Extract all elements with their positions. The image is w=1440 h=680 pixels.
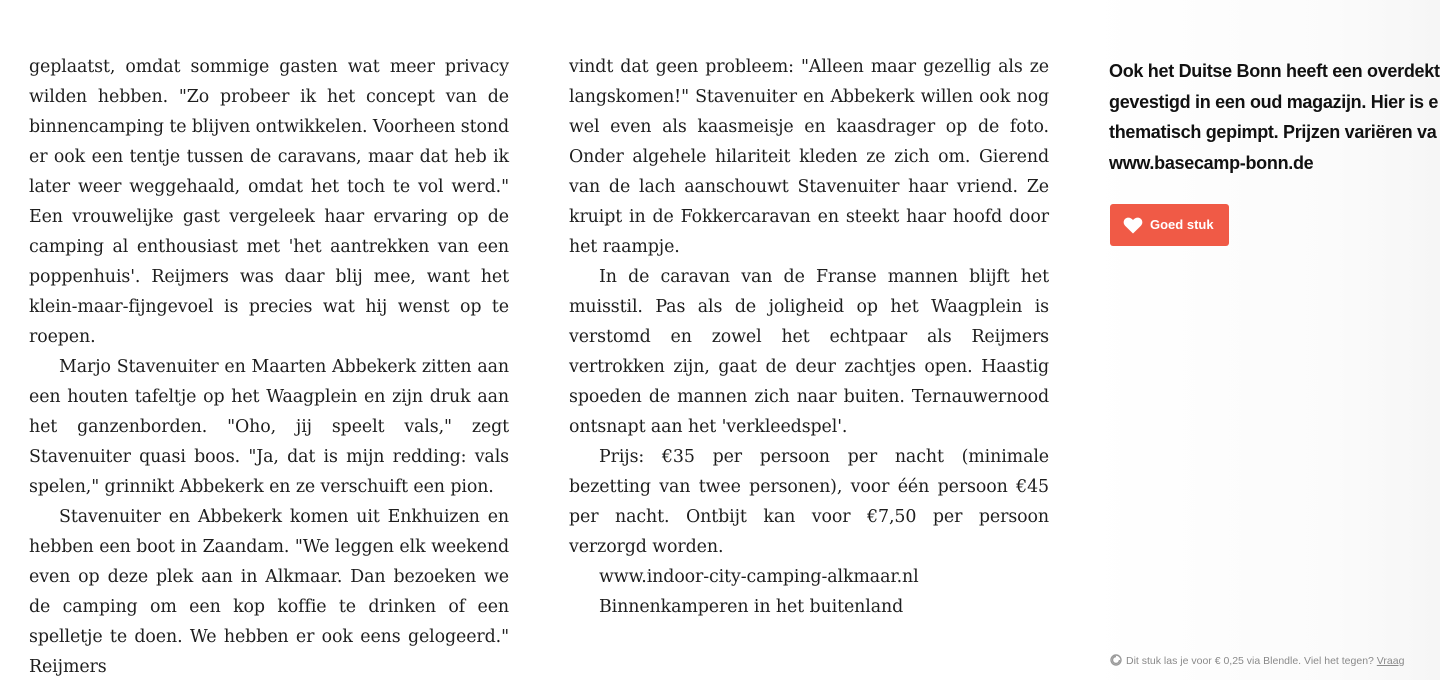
sidebar-line: Ook het Duitse Bonn heeft een overdekt — [1109, 61, 1440, 81]
paragraph: vindt dat geen probleem: "Alleen maar gezellig als ze langskomen!" Stavenuiter en Abbekerk willen ook nog wel even als kaasmeisje en kaasdrager op de foto. Onder algehele hilariteit kleden ze zich om. Gierend van de lach aanschouwt Stavenuiter haar vriend. Ze kruipt in de Fokkercaravan en steekt haar hoofd door het raampje. — [569, 57, 1049, 257]
paragraph: Stavenuiter en Abbekerk komen uit Enkhuizen en hebben een boot in Zaandam. "We leggen elk weekend even op deze plek aan in Alkmaar. Dan bezoeken we de camping om een kop koffie te drinken of een spelletje te doen. We hebben er ook eens gelogeerd." Reijmers — [29, 507, 509, 677]
section-heading: Binnenkamperen in het buitenland — [599, 597, 904, 617]
like-button-label: Goed stuk — [1150, 217, 1214, 232]
sidebar-line: thematisch gepimpt. Prijzen variëren va — [1109, 122, 1437, 142]
blendle-icon — [1110, 654, 1122, 666]
paragraph: Prijs: €35 per persoon per nacht (minimale bezetting van twee personen), voor één persoon €45 per nacht. Ontbijt kan voor €7,50 per persoon verzorgd worden. — [569, 447, 1049, 557]
article-column-left — [29, 52, 509, 680]
heart-icon — [1123, 217, 1143, 234]
refund-link[interactable]: Vraag — [1376, 655, 1405, 667]
payment-note-text: Dit stuk las je voor € 0,25 via Blendle. Viel het tegen? — [1126, 655, 1374, 667]
sidebar-line: www.basecamp-bonn.de — [1109, 152, 1314, 173]
paragraph: geplaatst, omdat sommige gasten wat meer privacy wilden hebben. "Zo probeer ik het concept van de binnencamping te blijven ontwikkelen. Voorheen stond er ook een tentje tussen de caravans, maar dat heb ik later weer weggehaald, omdat het toch te vol werd." Een vrouwelijke gast vergeleek haar ervaring op de camping al enthousiast met 'het aantrekken van een poppenhuis'. Reijmers was daar blij mee, want het klein-maar-fijngevoel is precies wat hij wenst op te roepen. — [29, 57, 509, 347]
paragraph: In de caravan van de Franse mannen blijft het muisstil. Pas als de joligheid op het Waagplein is verstomd en zowel het echtpaar als Reijmers vertrokken zijn, gaat de deur zachtjes open. Haastig spoeden de mannen zich naar buiten. Ternauwernood ontsnapt aan het 'verkleedspel'. — [569, 267, 1049, 437]
paragraph: Marjo Stavenuiter en Maarten Abbekerk zitten aan een houten tafeltje op het Waagplein en zijn druk aan het ganzenborden. "Oho, jij speelt vals," zegt Stavenuiter quasi boos. "Ja, dat is mijn redding: vals spelen," grinnikt Abbekerk en ze verschuift een pion. — [29, 357, 509, 497]
sidebar-excerpt — [1109, 56, 1440, 178]
payment-note — [1110, 654, 1404, 668]
article-column-middle — [569, 52, 1049, 622]
sidebar-line: gevestigd in een oud magazijn. Hier is e — [1109, 91, 1439, 112]
website-line: www.indoor-city-camping-alkmaar.nl — [599, 567, 919, 587]
like-button[interactable] — [1110, 204, 1229, 246]
